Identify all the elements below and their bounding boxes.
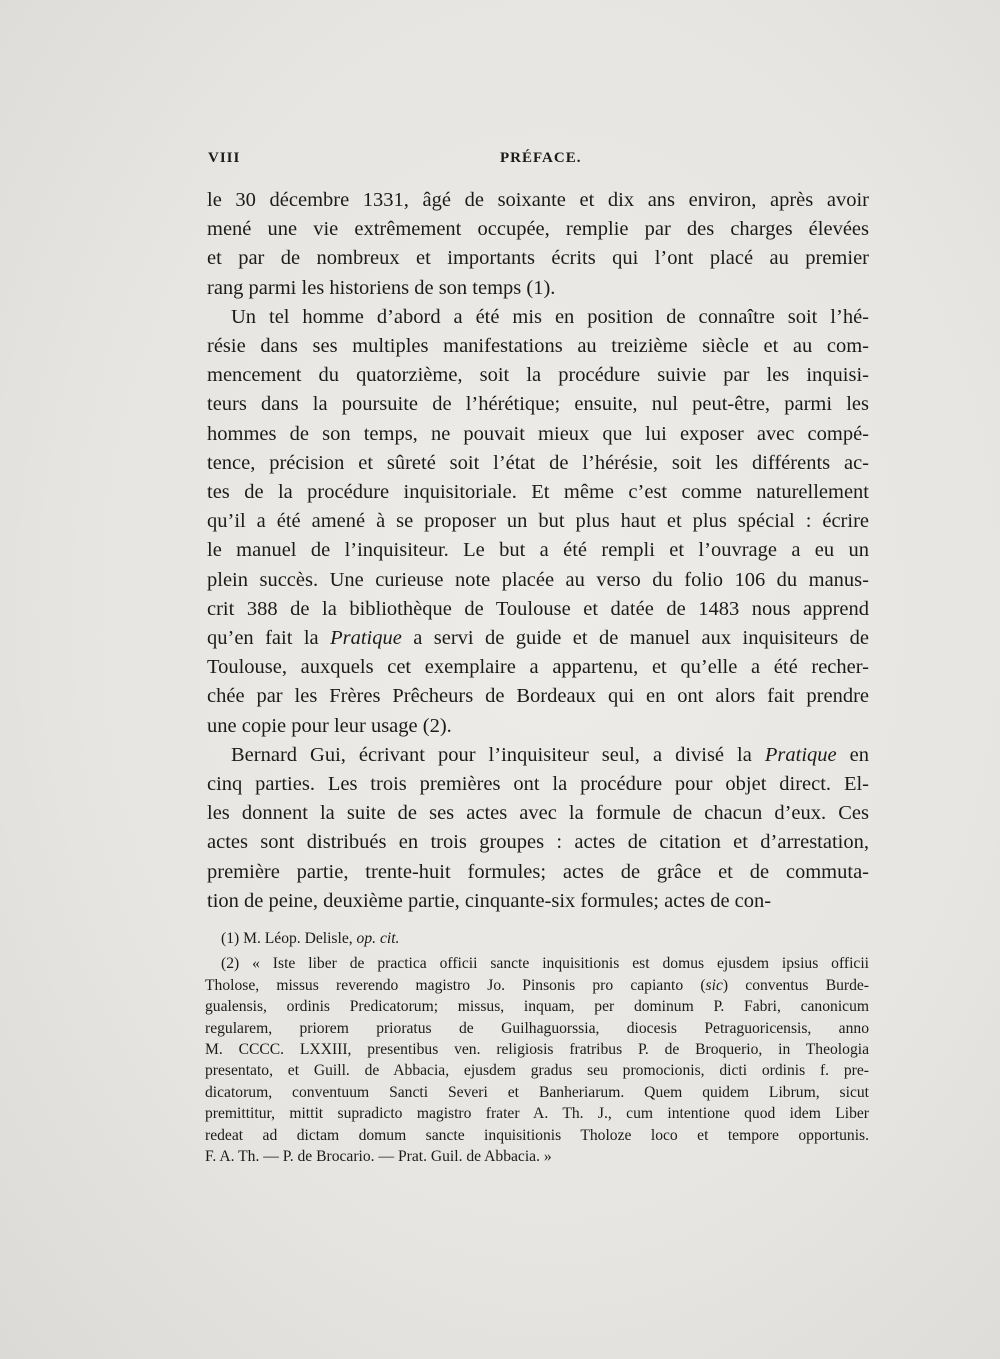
footnote-line: Tholose, missus reverendo magistro Jo. Pinsonis pro capianto (sic) conventus Burde- (205, 976, 869, 994)
text-line: tence, précision et sûreté soit l’état de l’hérésie, soit les différents ac- (207, 451, 869, 474)
text-line: mené une vie extrêmement occupée, remplie par des charges élevées (207, 218, 869, 241)
text-line: première partie, trente-huit formules; actes de grâce et de commuta- (207, 860, 869, 883)
italic-text: op. cit. (356, 930, 400, 947)
text-line: actes sont distribués en trois groupes : actes de citation et d’arrestation, (207, 831, 869, 854)
footnote (205, 953, 869, 1167)
main-text (207, 186, 869, 916)
footnote-line: redeat ad dictam domum sancte inquisitionis Tholoze loco et tempore opportunis. (205, 1126, 869, 1144)
text-line: le 30 décembre 1331, âgé de soixante et dix ans environ, après avoir (207, 189, 869, 211)
text-line: plein succès. Une curieuse note placée au verso du folio 106 du manus- (207, 568, 869, 591)
footnote-line: (2) « Iste liber de practica officii sancte inquisitionis est domus ejusdem ipsius officii (221, 955, 869, 973)
footnote (205, 928, 869, 949)
paragraph (207, 741, 869, 916)
italic-text: Pratique (764, 743, 837, 766)
text-line: qu’en fait la Pratique a servi de guide et de manuel aux inquisiteurs de (207, 627, 869, 650)
italic-text: sic (705, 976, 723, 994)
text-line: Toulouse, auxquels cet exemplaire a appartenu, et qu’elle a été recher- (207, 656, 869, 679)
text-line: Un tel homme d’abord a été mis en position de connaître soit l’hé- (231, 305, 869, 328)
text-line: les donnent la suite de ses actes avec la formule de chacun d’eux. Ces (207, 802, 869, 825)
text-line: chée par les Frères Prêcheurs de Bordeaux qui en ont alors fait prendre (207, 685, 869, 708)
footnote-line: dicatorum, conventuum Sancti Severi et Banheriarum. Quem quidem Librum, sicut (205, 1083, 869, 1101)
page-header (208, 150, 868, 176)
folio-number: VIII (208, 150, 241, 166)
text-line: et par de nombreux et importants écrits qui l’ont placé au premier (207, 247, 869, 270)
text-line: résie dans ses multiples manifestations au treizième siècle et au com- (207, 335, 869, 358)
footnote-line: gualensis, ordinis Predicatorum; missus, inquam, per dominum P. Fabri, canonicum (205, 998, 869, 1016)
text-line: cinq parties. Les trois premières ont la procédure pour objet direct. El- (207, 773, 869, 796)
text-line: Bernard Gui, écrivant pour l’inquisiteur seul, a divisé la Pratique en (231, 743, 869, 766)
text-line: tes de la procédure inquisitoriale. Et même c’est comme naturellement (207, 481, 869, 504)
text-line: le manuel de l’inquisiteur. Le but a été rempli et l’ouvrage a eu un (207, 539, 869, 562)
footnote-line: M. CCCC. LXXIII, presentibus ven. religiosis fratribus P. de Broquerio, in Theologia (205, 1041, 869, 1059)
text-line: mencement du quatorzième, soit la procédure suivie par les inquisi- (207, 364, 869, 387)
text-line: crit 388 de la bibliothèque de Toulouse et datée de 1483 nous apprend (207, 597, 869, 620)
footnote-line: (1) M. Léop. Delisle, op. cit. (221, 930, 400, 947)
footnotes (205, 928, 869, 1167)
text-line: une copie pour leur usage (2). (207, 714, 452, 737)
text-line: qu’il a été amené à se proposer un but plus haut et plus spécial : écrire (207, 510, 869, 533)
text-line: hommes de son temps, ne pouvait mieux que lui exposer avec compé- (207, 422, 869, 445)
text-line: teurs dans la poursuite de l’hérétique; ensuite, nul peut-être, parmi les (207, 393, 869, 416)
running-title: PRÉFACE. (500, 150, 582, 166)
footnote-line: regularem, priorem prioratus de Guilhaguorssia, diocesis Petraguoricensis, anno (205, 1019, 869, 1037)
footnote-line: F. A. Th. — P. de Brocario. — Prat. Guil. de Abbacia. » (205, 1148, 552, 1166)
paragraph (207, 186, 869, 303)
footnote-line: presentato, et Guill. de Abbacia, ejusdem gradus seu promocionis, dicti ordinis f. pre- (205, 1062, 869, 1080)
text-line: rang parmi les historiens de son temps (1). (207, 276, 556, 299)
footnote-line: premittitur, mittit supradicto magistro frater A. Th. J., cum intentione quod idem Liber (205, 1105, 869, 1123)
paragraph (207, 303, 869, 741)
text-line: tion de peine, deuxième partie, cinquante-six formules; actes de con- (207, 889, 772, 912)
italic-text: Pratique (330, 627, 402, 650)
